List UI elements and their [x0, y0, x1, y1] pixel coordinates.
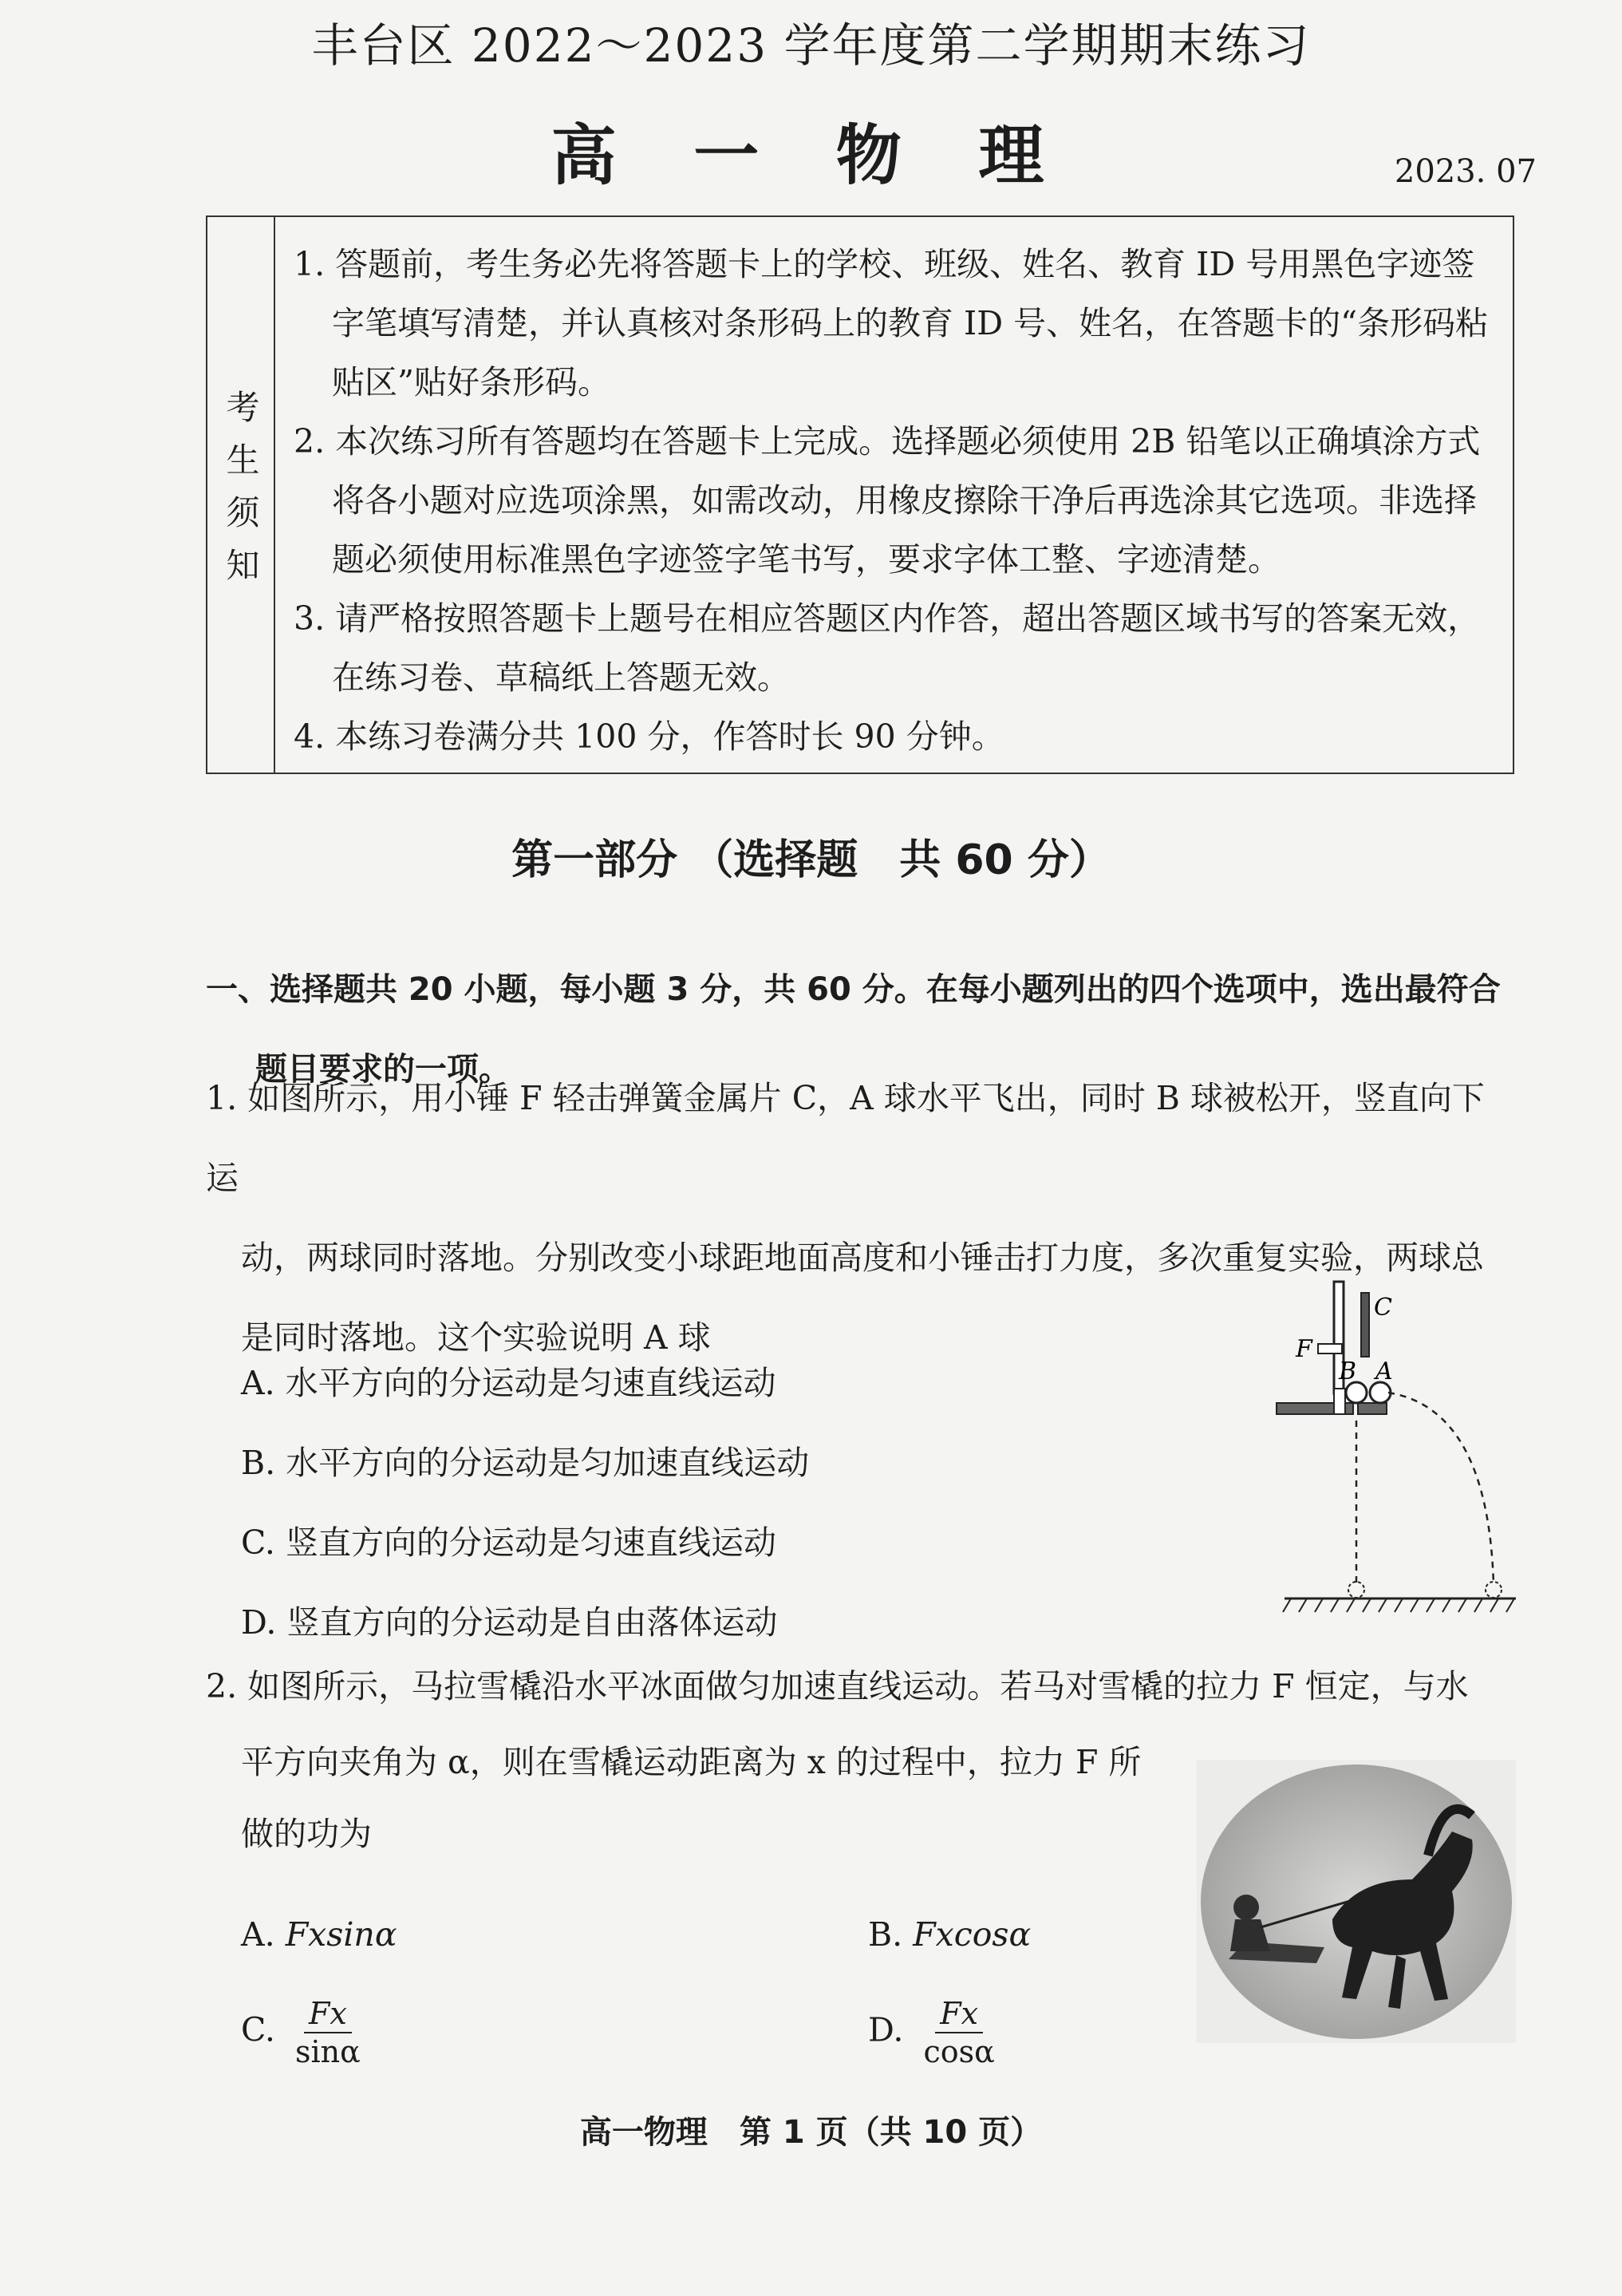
- notice-item: 3. 请严格按照答题卡上题号在相应答题区内作答，超出答题区域书写的答案无效，在练习卷、草稿纸上答题无效。: [294, 599, 1481, 697]
- option-c-fraction: [290, 1995, 365, 2070]
- label-f: F: [1296, 1335, 1312, 1363]
- option-b-expression: Fxcosα: [913, 1915, 1032, 1954]
- option-b-prefix: B.: [868, 1915, 903, 1954]
- notice-box: [206, 215, 1514, 774]
- notice-label: [207, 217, 275, 773]
- question-2-option-a: [241, 1915, 397, 1954]
- question-1-line3: 是同时落地。这个实验说明 A 球: [241, 1318, 711, 1357]
- option-a-prefix: A.: [241, 1915, 275, 1954]
- notice-item: 2. 本次练习所有答题均在答题卡上完成。选择题必须使用 2B 铅笔以正确填涂方式将各小题对应选项涂黑，如需改动，用橡皮擦除干净后再选涂其它选项。非选择题必须使用标准黑色字迹签字笔书写，要求字体工整、字迹清楚。: [294, 422, 1481, 579]
- label-a: A: [1375, 1357, 1393, 1385]
- part-heading: 第一部分 （选择题 共 60 分）: [511, 836, 1111, 884]
- question-2-option-d: [868, 1995, 1000, 2070]
- notice-label-text: 考生须知: [221, 389, 261, 600]
- option-c-numerator: Fx: [304, 1995, 352, 2033]
- option-c-prefix: C.: [241, 2010, 275, 2049]
- subject-title: 高 一 物 理: [551, 117, 1071, 194]
- option-d-denominator: cosα: [923, 2034, 995, 2069]
- question-1-option-d: D. 竖直方向的分运动是自由落体运动: [241, 1603, 778, 1642]
- label-c: C: [1374, 1294, 1392, 1322]
- question-1-option-a: A. 水平方向的分运动是匀速直线运动: [241, 1364, 776, 1402]
- horse-sleigh-photo: [1197, 1760, 1516, 2043]
- section-heading-line2: 题目要求的一项。: [255, 1051, 511, 1088]
- question-1-line1: 1. 如图所示，用小锤 F 轻击弹簧金属片 C，A 球水平飞出，同时 B 球被松开，竖直向下运: [206, 1079, 1485, 1197]
- option-c-denominator: sinα: [295, 2034, 361, 2069]
- notice-item: 4. 本练习卷满分共 100 分，作答时长 90 分钟。: [294, 717, 1004, 756]
- exam-date: 2023. 07: [1394, 153, 1537, 190]
- option-d-fraction: [919, 1995, 1000, 2070]
- section-heading-line1: 一、选择题共 20 小题，每小题 3 分，共 60 分。在每小题列出的四个选项中，选出最符合: [206, 971, 1501, 1008]
- option-d-prefix: D.: [868, 2010, 904, 2049]
- question-2-option-c: [241, 1995, 365, 2070]
- notice-item: 1. 答题前，考生务必先将答题卡上的学校、班级、姓名、教育 ID 号用黑色字迹签字笔填写清楚，并认真核对条形码上的教育 ID 号、姓名，在答题卡的“条形码粘贴区”贴好条形码。: [294, 245, 1489, 401]
- question-1-line2: 动，两球同时落地。分别改变小球距地面高度和小锤击打力度，多次重复实验，两球总: [241, 1239, 1484, 1277]
- page-footer: 高一物理 第 1 页（共 10 页）: [579, 2114, 1043, 2151]
- question-2-line2: 平方向夹角为 α，则在雪橇运动距离为 x 的过程中，拉力 F 所: [241, 1743, 1142, 1781]
- question-2-option-b: [868, 1915, 1031, 1954]
- projectile-apparatus-figure: [1269, 1269, 1524, 1620]
- option-d-numerator: Fx: [935, 1995, 983, 2033]
- question-2-line3: 做的功为: [241, 1815, 372, 1853]
- question-2-stem: [241, 1726, 1182, 1870]
- question-1-option-b: B. 水平方向的分运动是匀加速直线运动: [241, 1444, 810, 1482]
- option-a-expression: Fxsinα: [285, 1915, 397, 1954]
- exam-title: 丰台区 2022～2023 学年度第二学期期末练习: [311, 18, 1311, 73]
- question-2-line1: 2. 如图所示，马拉雪橇沿水平冰面做匀加速直线运动。若马对雪橇的拉力 F 恒定，与水: [206, 1667, 1469, 1705]
- question-1-option-c: C. 竖直方向的分运动是匀速直线运动: [241, 1523, 776, 1562]
- notice-list: [294, 235, 1498, 766]
- label-b: B: [1339, 1357, 1357, 1385]
